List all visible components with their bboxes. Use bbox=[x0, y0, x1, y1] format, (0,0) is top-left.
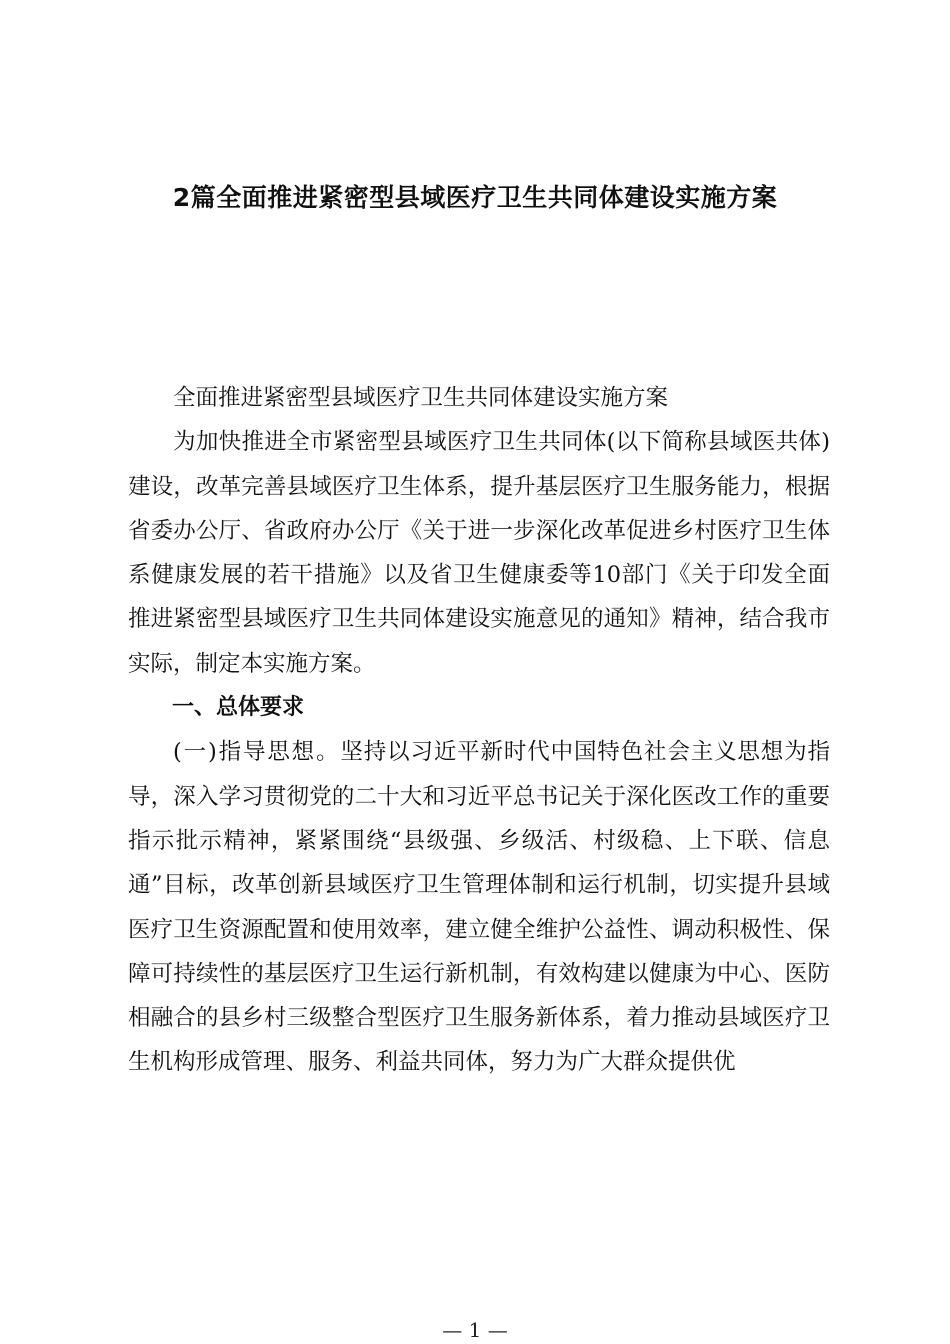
document-body bbox=[128, 376, 830, 1085]
section-heading: 一、总体要求 bbox=[172, 695, 305, 721]
document-subtitle: 全面推进紧密型县域医疗卫生共同体建设实施方案 bbox=[173, 385, 669, 411]
intro-paragraph: 为加快推进全市紧密型县域医疗卫生共同体(以下简称县域医共体)建设，改革完善县域医疗卫生体系，提升基层医疗卫生服务能力，根据省委办公厅、省政府办公厅《关于进一步深化改革促进乡村医疗卫生体系健康发展的若干措施》以及省卫生健康委等10部门《关于印发全面推进紧密型县域医疗卫生共同体建设实施意见的通知》精神，结合我市实际，制定本实施方案。 bbox=[128, 429, 830, 677]
guiding-text: 坚持以习近平新时代中国特色社会主义思想为指导，深入学习贯彻党的二十大和习近平总书记关于深化医改工作的重要指示批示精神，紧紧围绕“县级强、乡级活、村级稳、上下联、信息通”目标，改革创新县域医疗卫生管理体制和运行机制，切实提升县域医疗卫生资源配置和使用效率，建立健全维护公益性、调动积极性、保障可持续性的基层医疗卫生运行新机制，有效构建以健康为中心、医防相融合的县乡村三级整合型医疗卫生服务新体系，着力推动县域医疗卫生机构形成管理、服务、利益共同体，努力为广大群众提供优 bbox=[128, 739, 830, 1076]
document-title: 2篇全面推进紧密型县域医疗卫生共同体建设实施方案 bbox=[172, 183, 778, 212]
guiding-paragraph bbox=[128, 730, 830, 1084]
guiding-label: (一)指导思想。 bbox=[173, 739, 341, 766]
page-number: — 1 — bbox=[442, 1318, 508, 1342]
